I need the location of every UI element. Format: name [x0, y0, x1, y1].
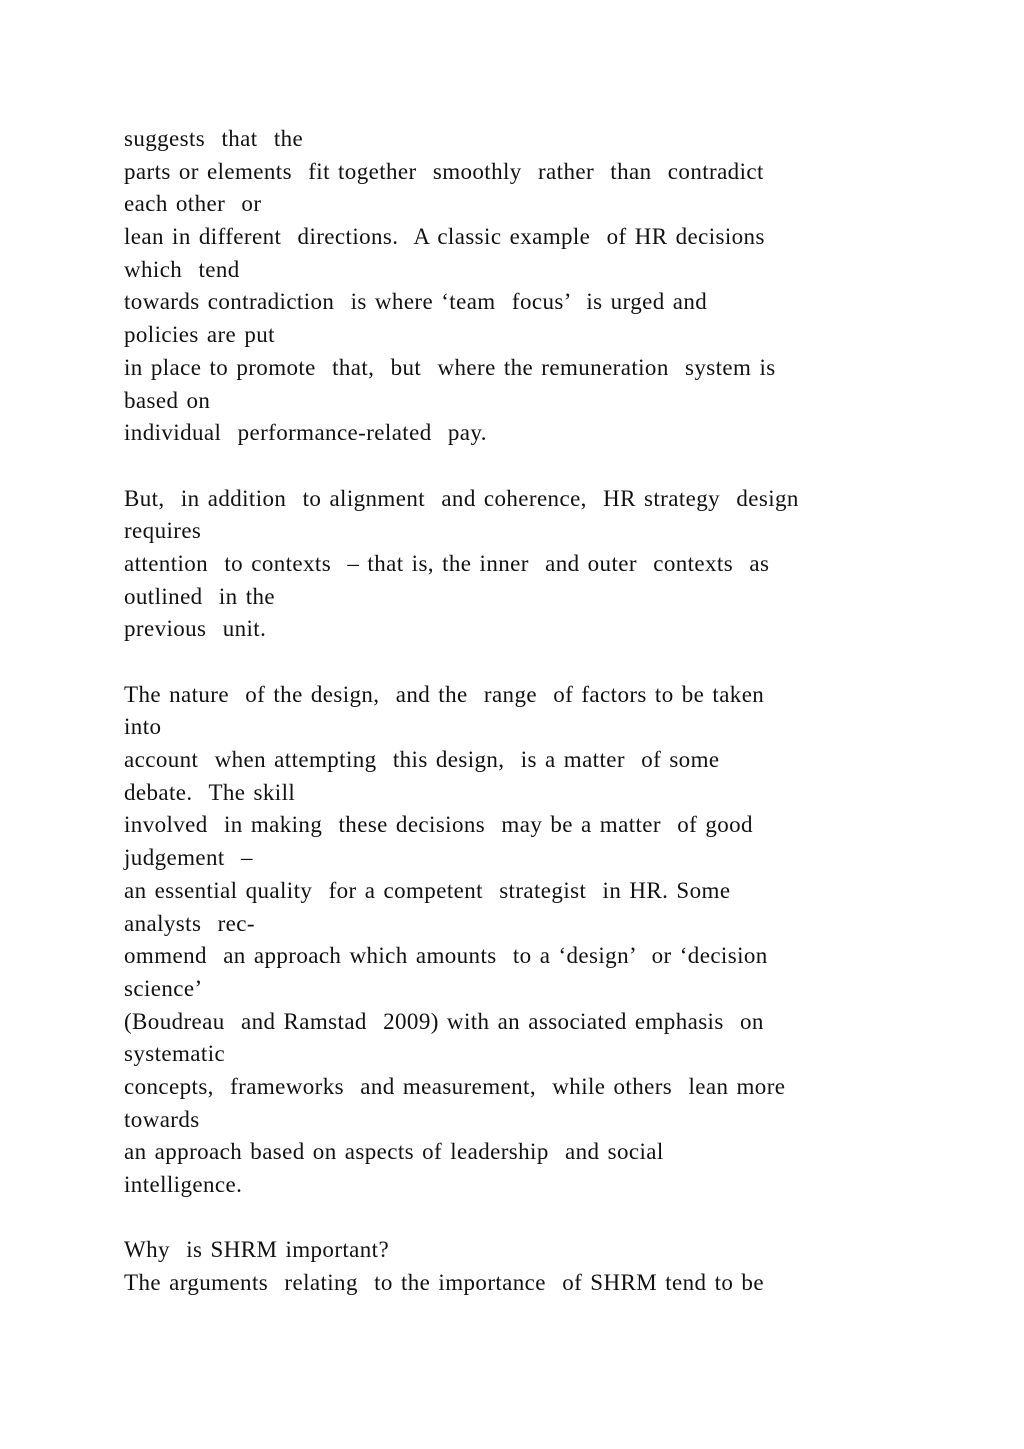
- text-line: towards contradiction is where ‘team focus’ is urged and: [124, 289, 708, 315]
- paragraph-fit-together: [124, 123, 924, 450]
- text-line: account when attempting this design, is a matter of some: [124, 747, 720, 773]
- text-line: an essential quality for a competent strategist in HR. Some: [124, 877, 731, 903]
- text-line: But, in addition to alignment and coherence, HR strategy design: [124, 485, 799, 511]
- text-line: systematic: [124, 1041, 226, 1067]
- text-line: The arguments relating to the importance of SHRM tend to be: [124, 1270, 764, 1296]
- text-line: policies are put: [124, 322, 275, 348]
- text-line: intelligence.: [124, 1172, 243, 1197]
- section-heading: Why is SHRM important?: [124, 1237, 390, 1263]
- text-line: which tend: [124, 256, 240, 282]
- text-line: attention to contexts – that is, the inner and outer contexts as: [124, 550, 770, 576]
- text-line: parts or elements fit together smoothly rather than contradict: [124, 158, 764, 184]
- text-line: judgement –: [124, 845, 253, 871]
- text-line: ommend an approach which amounts to a ‘design’ or ‘decision: [124, 943, 768, 969]
- text-line: science’: [124, 975, 203, 1001]
- text-line: debate. The skill: [124, 779, 296, 805]
- text-line: lean in different directions. A classic example of HR decisions: [124, 224, 765, 250]
- paragraph-shrm-importance: [124, 1234, 924, 1299]
- paragraph-design-debate: [124, 679, 924, 1202]
- text-line: an approach based on aspects of leadership and social: [124, 1139, 664, 1165]
- document-body: [124, 123, 924, 1300]
- text-line: concepts, frameworks and measurement, while others lean more: [124, 1073, 786, 1099]
- text-line: requires: [124, 518, 202, 544]
- text-line: analysts rec-: [124, 910, 255, 936]
- text-line: towards: [124, 1106, 200, 1132]
- text-line: The nature of the design, and the range of factors to be taken: [124, 681, 765, 707]
- text-line: suggests that the: [124, 126, 304, 151]
- paragraph-spacer: [124, 1202, 924, 1235]
- text-line: individual performance-related pay.: [124, 420, 487, 446]
- text-line: previous unit.: [124, 616, 267, 642]
- text-line: into: [124, 714, 162, 740]
- paragraph-spacer: [124, 450, 924, 483]
- text-line: in place to promote that, but where the remuneration system is: [124, 354, 776, 380]
- paragraph-spacer: [124, 646, 924, 679]
- text-line: outlined in the: [124, 583, 276, 609]
- text-line: involved in making these decisions may be a matter of good: [124, 812, 753, 838]
- text-line: based on: [124, 387, 211, 413]
- text-line: each other or: [124, 191, 262, 217]
- text-line: (Boudreau and Ramstad 2009) with an associated emphasis on: [124, 1008, 764, 1034]
- paragraph-contexts: [124, 483, 924, 646]
